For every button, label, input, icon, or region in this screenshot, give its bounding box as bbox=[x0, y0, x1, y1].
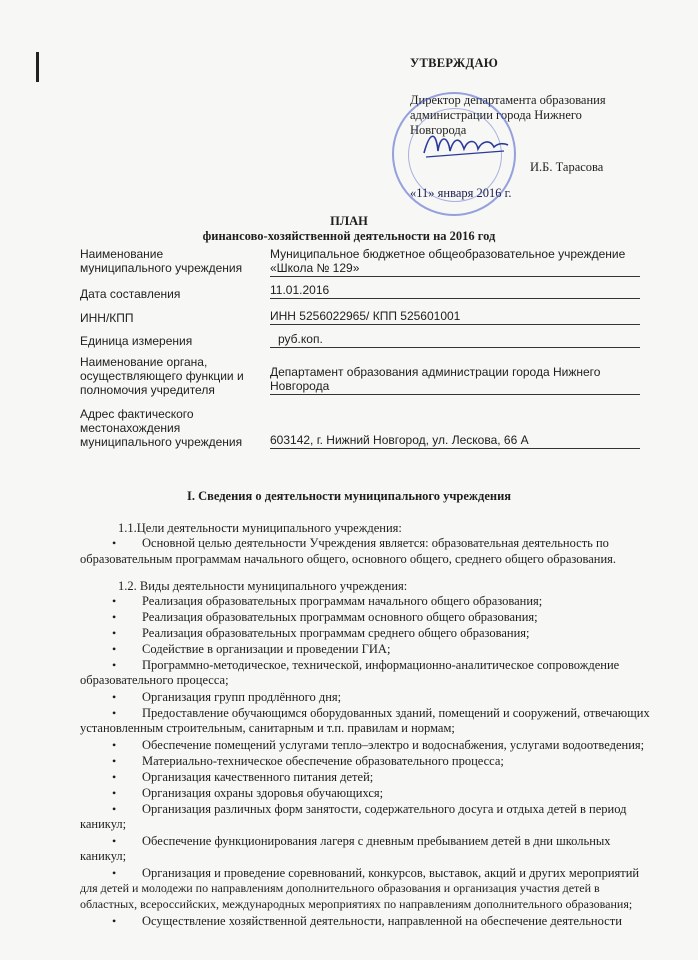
activity-item: Обеспечение помещений услугами тепло–электро и водоснабжения, услугами водоотведения; bbox=[142, 738, 645, 752]
bullet-icon: • bbox=[112, 866, 117, 880]
approval-position-line2: администрации города Нижнего bbox=[410, 108, 582, 122]
activity-item-cont: областных, всероссийских, международных мероприятиях по направлениям дополнительного образования; bbox=[80, 897, 633, 911]
activity-item-cont: установленным строительным, санитарным и т.п. правилам и нормам; bbox=[80, 721, 455, 735]
section-title: I. Сведения о деятельности муниципального учреждения bbox=[186, 489, 512, 503]
bullet-icon: • bbox=[112, 536, 117, 550]
activity-item-cont: каникул; bbox=[80, 849, 127, 863]
bullet-icon: • bbox=[112, 770, 117, 784]
bullet-icon: • bbox=[112, 610, 117, 624]
form-value: Муниципальное бюджетное общеобразовательное учреждение «Школа № 129» bbox=[270, 247, 640, 277]
form-label: Дата составления bbox=[80, 287, 181, 301]
approval-title: УТВЕРЖДАЮ bbox=[410, 56, 499, 70]
approval-date: «11» января 2016 г. bbox=[410, 186, 512, 200]
form-value: 11.01.2016 bbox=[270, 283, 640, 299]
goal-item: Основной целью деятельности Учреждения является: образовательная деятельность по bbox=[142, 536, 609, 550]
form-label: Наименование органа, осуществляющего функции и полномочия учредителя bbox=[80, 355, 244, 397]
activity-item: Программно-методическое, технической, информационно-аналитическое сопровождение bbox=[142, 658, 620, 672]
activity-item: Организация и проведение соревнований, конкурсов, выставок, акций и других мероприятий bbox=[142, 866, 640, 880]
activity-item: Обеспечение функционирования лагеря с дневным пребыванием детей в дни школьных bbox=[142, 834, 611, 848]
form-value: Департамент образования администрации города Нижнего Новгорода bbox=[270, 365, 640, 395]
activity-item-cont: образовательного процесса; bbox=[80, 673, 229, 687]
activity-item-cont: каникул; bbox=[80, 817, 127, 831]
plan-title: ПЛАН bbox=[330, 214, 368, 228]
handwritten-signature bbox=[420, 125, 510, 165]
form-value: руб.коп. bbox=[270, 332, 640, 348]
activity-item: Осуществление хозяйственной деятельности, направленной на обеспечение деятельности bbox=[142, 914, 622, 928]
bullet-icon: • bbox=[112, 802, 117, 816]
form-value: 603142, г. Нижний Новгород, ул. Лескова, 66 А bbox=[270, 433, 640, 449]
goals-heading: 1.1.Цели деятельности муниципального учреждения: bbox=[118, 521, 402, 535]
bullet-icon: • bbox=[112, 738, 117, 752]
form-value: ИНН 5256022965/ КПП 525601001 bbox=[270, 309, 640, 325]
activities-heading: 1.2. Виды деятельности муниципального учреждения: bbox=[118, 579, 408, 593]
activity-item: Предоставление обучающимся оборудованных зданий, помещений и сооружений, отвечающих bbox=[142, 706, 650, 720]
bullet-icon: • bbox=[112, 834, 117, 848]
bullet-icon: • bbox=[112, 642, 117, 656]
activity-item: Организация групп продлённого дня; bbox=[142, 690, 342, 704]
bullet-icon: • bbox=[112, 626, 117, 640]
bullet-icon: • bbox=[112, 658, 117, 672]
form-label: Адрес фактического местонахождения муниципального учреждения bbox=[80, 407, 243, 449]
activity-item: Организация различных форм занятости, содержательного досуга и отдыха детей в период bbox=[142, 802, 627, 816]
bullet-icon: • bbox=[112, 706, 117, 720]
activity-item-cont: для детей и молодежи по направлениям дополнительного образования и организация участия детей в bbox=[80, 881, 600, 895]
form-label: Единица измерения bbox=[80, 334, 193, 348]
signer-name: И.Б. Тарасова bbox=[530, 160, 604, 174]
approval-position-line3: Новгорода bbox=[410, 123, 467, 137]
activity-item: Организация охраны здоровья обучающихся; bbox=[142, 786, 384, 800]
activity-item: Реализация образовательных программам основного общего образования; bbox=[142, 610, 538, 624]
bullet-icon: • bbox=[112, 754, 117, 768]
goal-item-cont: образовательным программам начального общего, основного общего, среднего общего образования. bbox=[80, 552, 617, 566]
activity-item: Содействие в организации и проведении ГИА; bbox=[142, 642, 391, 656]
plan-subtitle: финансово-хозяйственной деятельности на 2016 год bbox=[202, 229, 496, 243]
bullet-icon: • bbox=[112, 914, 117, 928]
form-label: ИНН/КПП bbox=[80, 311, 134, 325]
form-label: Наименование муниципального учреждения bbox=[80, 247, 243, 275]
approval-position-line1: Директор департамента образования bbox=[410, 93, 606, 107]
bullet-icon: • bbox=[112, 786, 117, 800]
activity-item: Реализация образовательных программам среднего общего образования; bbox=[142, 626, 530, 640]
bullet-icon: • bbox=[112, 690, 117, 704]
activity-item: Реализация образовательных программам начального общего образования; bbox=[142, 594, 543, 608]
activity-item: Организация качественного питания детей; bbox=[142, 770, 374, 784]
scan-edge-mark bbox=[36, 52, 39, 82]
bullet-icon: • bbox=[112, 594, 117, 608]
activity-item: Материально-техническое обеспечение образовательного процесса; bbox=[142, 754, 504, 768]
